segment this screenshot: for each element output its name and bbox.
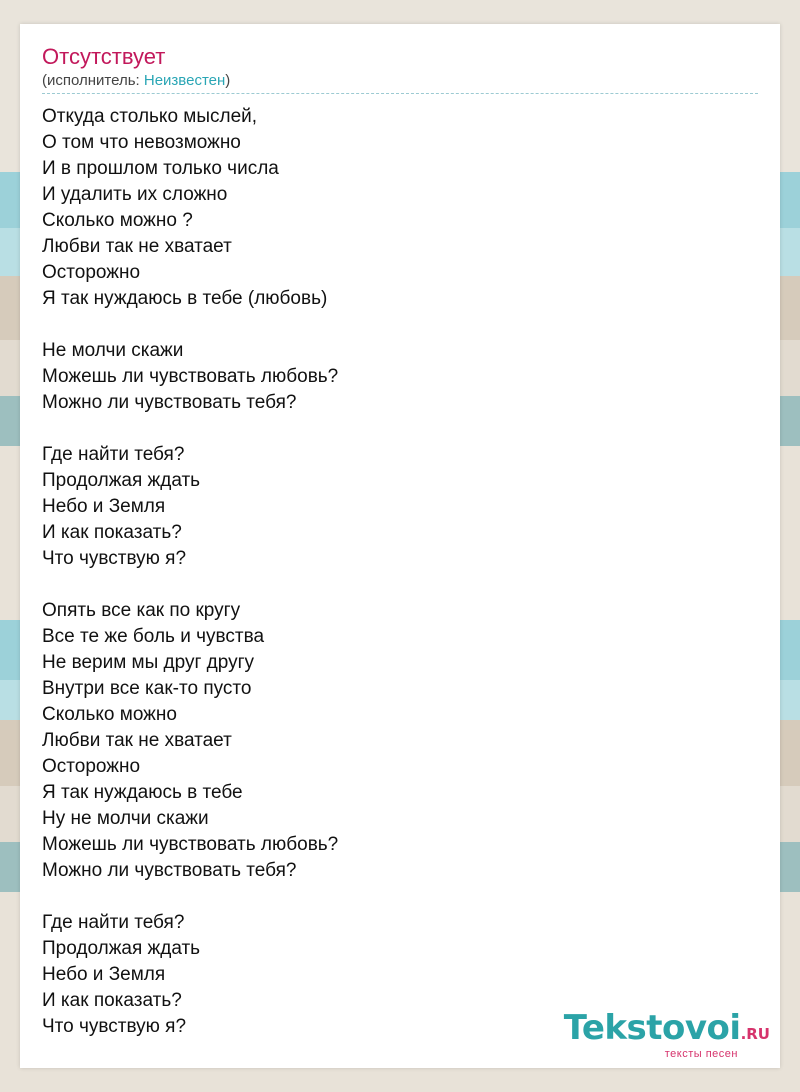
lyric-line: Можно ли чувствовать тебя? <box>42 392 297 413</box>
site-logo[interactable] <box>564 1010 770 1060</box>
lyric-blank-line <box>42 884 742 910</box>
lyric-line: Я так нуждаюсь в тебе <box>42 782 243 803</box>
lyric-blank-line <box>42 572 742 598</box>
lyric-line: Что чувствую я? <box>42 1016 187 1037</box>
lyric-blank-line <box>42 416 742 442</box>
lyric-line: Не верим мы друг другу <box>42 652 255 673</box>
dashed-divider <box>42 93 758 94</box>
lyric-line: Я так нуждаюсь в тебе (любовь) <box>42 288 328 309</box>
lyric-line: И в прошлом только числа <box>42 158 279 179</box>
artist-line <box>42 72 230 90</box>
lyric-line: Продолжая ждать <box>42 938 201 959</box>
artist-link[interactable]: Неизвестен <box>143 72 226 89</box>
lyric-line: Небо и Земля <box>42 496 166 517</box>
logo-domain-suffix: .RU <box>740 1025 770 1043</box>
lyric-line: О том что невозможно <box>42 132 241 153</box>
lyric-blank-line <box>42 312 742 338</box>
lyric-line: Где найти тебя? <box>42 444 185 465</box>
lyric-line: Опять все как по кругу <box>42 600 241 621</box>
lyric-line: Ну не молчи скажи <box>42 808 209 829</box>
lyric-line: Сколько можно ? <box>42 210 193 231</box>
artist-prefix: (исполнитель: <box>42 72 144 89</box>
lyric-line: Осторожно <box>42 756 141 777</box>
logo-wordmark <box>564 1010 770 1052</box>
lyric-line: Продолжая ждать <box>42 470 201 491</box>
logo-tagline: тексты песен <box>664 1048 738 1060</box>
lyric-line: Сколько можно <box>42 704 177 725</box>
lyric-line: Осторожно <box>42 262 141 283</box>
lyric-line: Любви так не хватает <box>42 236 232 257</box>
lyrics-body <box>42 104 742 1040</box>
lyric-line: Можно ли чувствовать тебя? <box>42 860 297 881</box>
artist-suffix: ) <box>225 72 231 89</box>
lyric-line: И как показать? <box>42 990 182 1011</box>
lyric-line: Откуда столько мыслей, <box>42 106 258 127</box>
lyric-line: Небо и Земля <box>42 964 166 985</box>
lyric-line: И как показать? <box>42 522 182 543</box>
lyric-line: Где найти тебя? <box>42 912 185 933</box>
lyric-line: Что чувствую я? <box>42 548 187 569</box>
lyric-line: Внутри все как-то пусто <box>42 678 252 699</box>
lyric-line: Любви так не хватает <box>42 730 232 751</box>
lyric-line: Можешь ли чувствовать любовь? <box>42 366 339 387</box>
lyric-line: И удалить их сложно <box>42 184 228 205</box>
logo-main-text: Tekstovoi <box>563 1008 741 1048</box>
lyric-line: Все те же боль и чувства <box>42 626 265 647</box>
lyric-line: Можешь ли чувствовать любовь? <box>42 834 339 855</box>
lyric-line: Не молчи скажи <box>42 340 184 361</box>
song-title: Отсутствует <box>42 44 166 69</box>
lyrics-card <box>20 24 780 1068</box>
